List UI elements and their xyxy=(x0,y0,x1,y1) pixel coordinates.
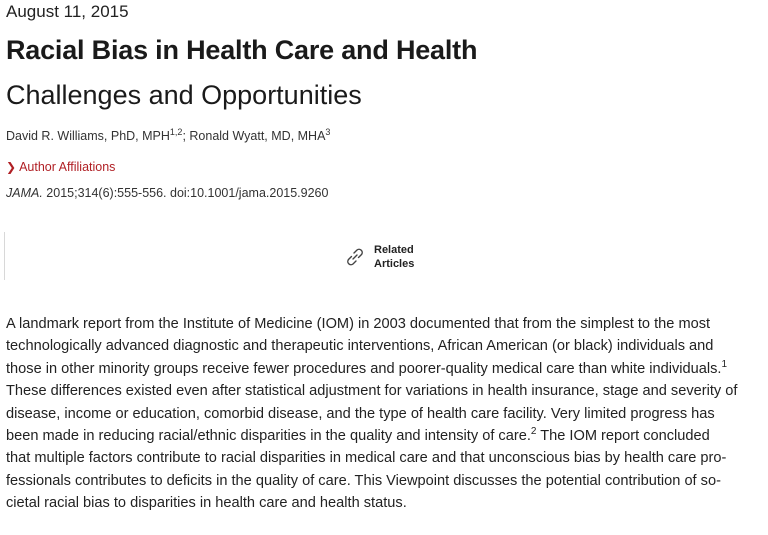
related-label-line2: Articles xyxy=(374,258,415,270)
journal-name: JAMA. xyxy=(6,186,43,200)
author-affiliation-ref[interactable]: 1,2 xyxy=(169,127,183,137)
reference-link[interactable]: 1 xyxy=(721,358,728,370)
citation-details: 2015;314(6):555-556. doi:10.1001/jama.2015.9260 xyxy=(42,186,329,200)
link-icon xyxy=(342,244,368,270)
paragraph-line: technologically advanced diagnostic and therapeutic interventions, African American (or black) individuals and xyxy=(6,338,714,355)
chevron-right-icon: ❯ xyxy=(6,160,17,174)
author-affiliations-toggle[interactable] xyxy=(6,160,115,174)
article-subtitle: Challenges and Opportunities xyxy=(6,80,362,110)
divider xyxy=(4,232,5,280)
paragraph-line: disease, income or education, comorbid disease, and the type of health care facility. Very limited progress has xyxy=(6,405,715,422)
related-articles-button[interactable] xyxy=(342,243,414,271)
paragraph-line: been made in reducing racial/ethnic disparities in the quality and intensity of care.$^2$ The IOM report concluded xyxy=(6,426,710,445)
author-affiliation-ref[interactable]: 3 xyxy=(325,127,331,137)
publication-date: August 11, 2015 xyxy=(6,2,129,21)
paragraph-line: those in other minority groups receive fewer procedures and poorer-quality medical care than white individuals.$^1$ xyxy=(6,358,728,377)
paragraph-line: A landmark report from the Institute of Medicine (IOM) in 2003 documented that from the simplest to the most xyxy=(6,316,711,332)
author-separator: ; xyxy=(182,129,190,143)
author-name[interactable]: Ronald Wyatt, MD, MHA xyxy=(189,129,326,143)
reference-link[interactable]: 2 xyxy=(530,426,537,438)
author-affiliations-label: Author Affiliations xyxy=(19,160,116,174)
citation xyxy=(6,186,328,200)
author-name[interactable]: David R. Williams, PhD, MPH xyxy=(6,129,170,143)
article-body-paragraph xyxy=(6,313,764,515)
related-label-line1: Related xyxy=(374,244,414,256)
paragraph-line: fessionals contributes to deficits in the quality of care. This Viewpoint discusses the potential contribution of so- xyxy=(6,472,721,489)
paragraph-line: that multiple factors contribute to racial disparities in medical care and that unconscious bias by health care pro- xyxy=(6,450,727,467)
related-articles-label xyxy=(374,243,414,271)
author-list xyxy=(6,129,330,143)
article-title: Racial Bias in Health Care and Health xyxy=(6,35,478,65)
paragraph-line: These differences existed even after statistical adjustment for variations in health insurance, stage and severity of xyxy=(6,383,738,400)
paragraph-line: cietal racial bias to disparities in health care and health status. xyxy=(6,495,407,512)
